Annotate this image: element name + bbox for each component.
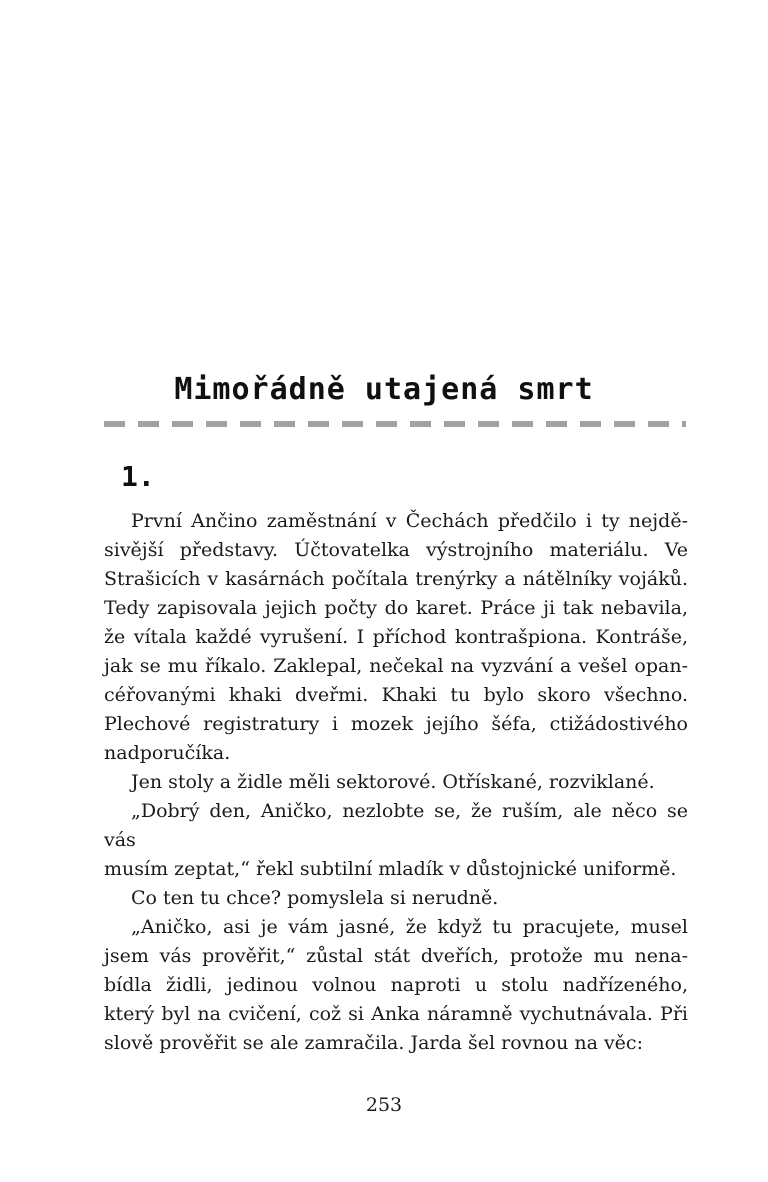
text-line: Jen stoly a židle měli sektorové. Otřískané, rozviklané. — [131, 771, 655, 793]
section-number: 1. — [121, 460, 155, 493]
chapter-title: Mimořádně utajená smrt — [174, 372, 594, 407]
paragraph — [104, 797, 688, 884]
text-line: Plechové registratury i mozek jejího šéfa, ctižádostivého — [104, 713, 688, 735]
text-line: musím zeptat,“ řekl subtilní mladík v důstojnické uniformě. — [104, 858, 677, 880]
paragraph — [104, 768, 688, 797]
text-line: sivější představy. Účtovatelka výstrojního materiálu. Ve — [104, 539, 688, 561]
text-line: nadporučíka. — [104, 742, 231, 764]
text-line: Tedy zapisovala jejich počty do karet. Práce ji tak nebavila, — [104, 597, 688, 619]
body-text — [104, 507, 688, 1058]
text-line: slově prověřit se ale zamračila. Jarda šel rovnou na věc: — [104, 1032, 643, 1054]
text-line: Strašicích v kasárnách počítala trenýrky a nátělníky vojáků. — [104, 568, 688, 590]
paragraph — [104, 884, 688, 913]
text-line: céřovanými khaki dveřmi. Khaki tu bylo skoro všechno. — [104, 684, 688, 706]
text-line: jak se mu říkalo. Zaklepal, nečekal na vyzvání a vešel opan- — [104, 655, 688, 677]
text-line: „Aničko, asi je vám jasné, že když tu pracujete, musel — [131, 916, 688, 938]
text-line: bídla židli, jedinou volnou naproti u stolu nadřízeného, — [104, 974, 688, 996]
page-number: 253 — [365, 1094, 403, 1116]
paragraph — [104, 507, 688, 768]
text-line: Co ten tu chce? pomyslela si nerudně. — [131, 887, 499, 909]
text-line: jsem vás prověřit,“ zůstal stát dveřích, protože mu nena- — [104, 945, 688, 967]
text-line: že vítala každé vyrušení. I příchod kontrašpiona. Kontráše, — [104, 626, 688, 648]
dashed-divider — [104, 421, 686, 427]
text-line: „Dobrý den, Aničko, nezlobte se, že ruším, ale něco se vás — [104, 800, 688, 851]
text-line: První Ančino zaměstnání v Čechách předčilo i ty nejdě- — [131, 510, 688, 532]
paragraph — [104, 913, 688, 1058]
text-line: který byl na cvičení, což si Anka náramně vychutnávala. Při — [104, 1003, 688, 1025]
